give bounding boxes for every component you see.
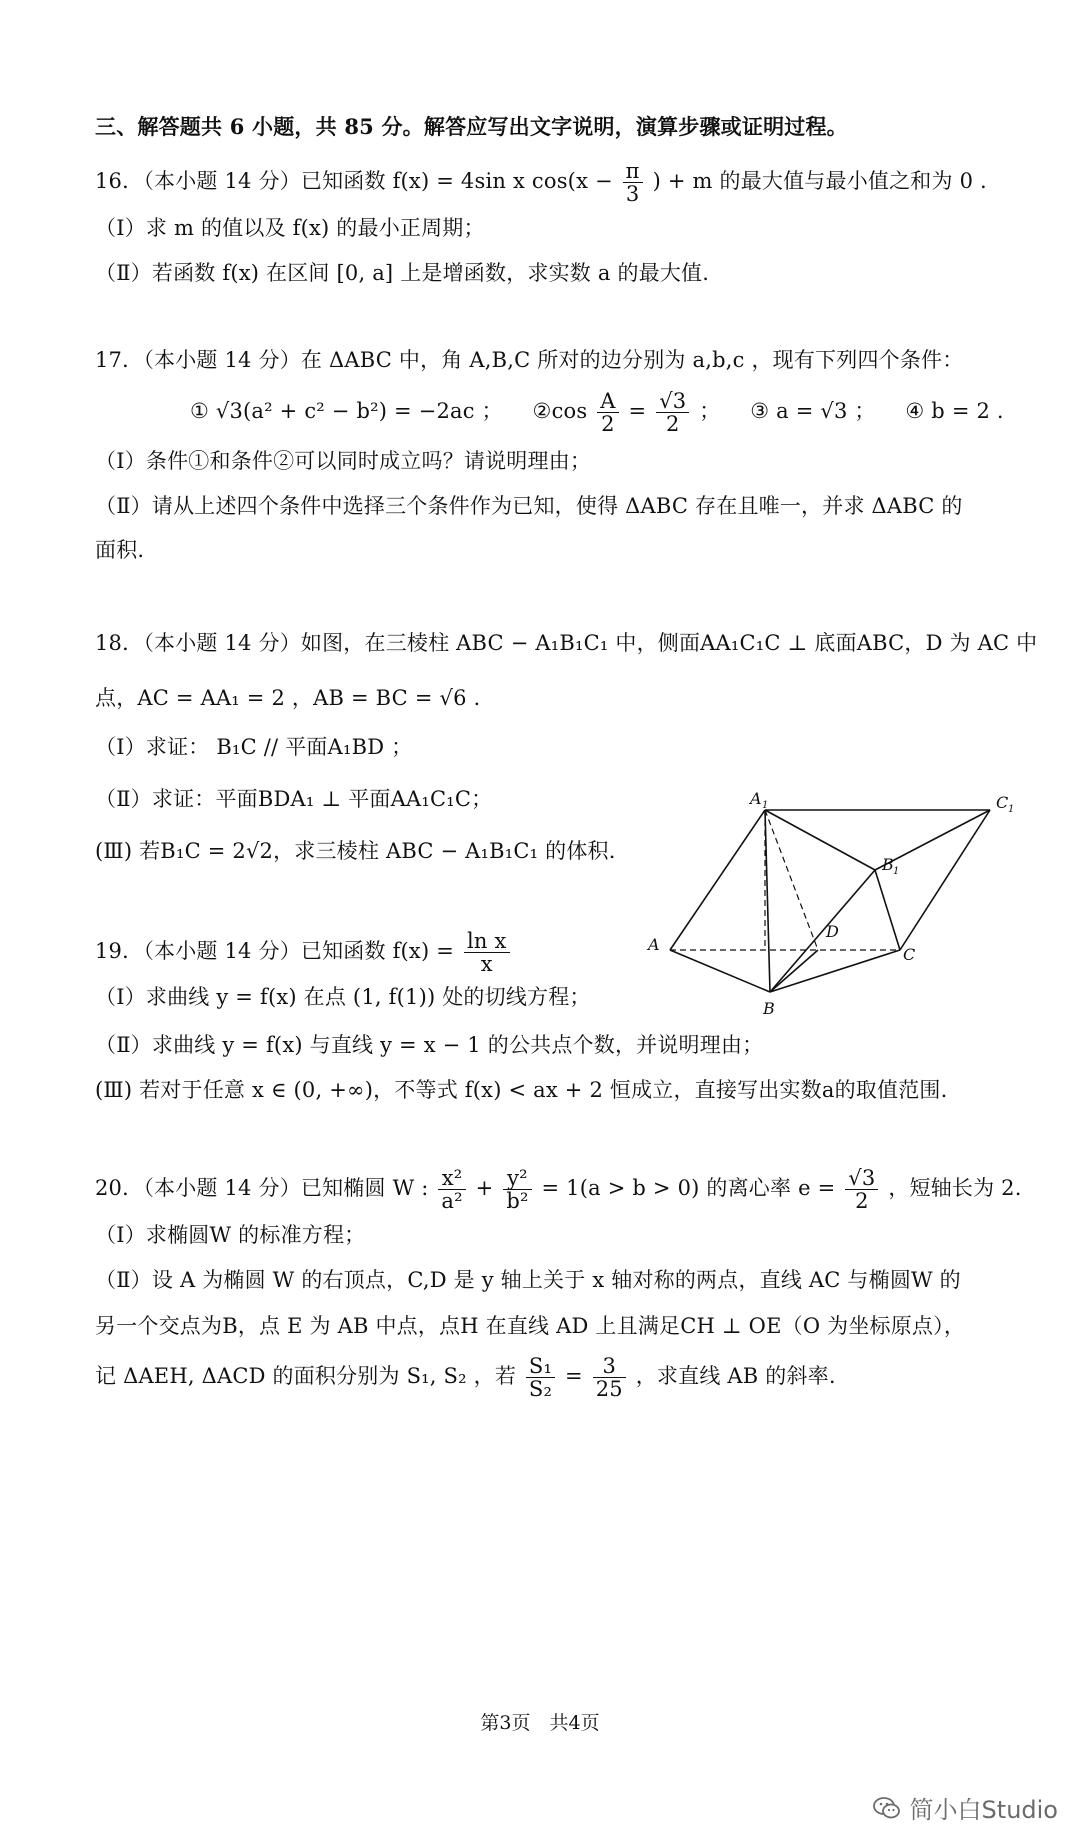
q18-stem2: 点，AC = AA₁ = 2 ，AB = BC = √6 .: [95, 686, 481, 710]
q16-stem-end: ) + m 的最大值与最小值之和为 0 .: [652, 169, 987, 193]
q20-frac-y: [503, 1167, 531, 1212]
edge-c1c: [900, 810, 990, 950]
section-title: 三、解答题共 6 小题，共 85 分。解答应写出文字说明，演算步骤或证明过程。: [95, 114, 848, 139]
q17-cond2-rden: 2: [666, 412, 680, 436]
q17-cond2-eq: =: [628, 399, 647, 423]
q20-frac-x: [438, 1167, 465, 1212]
q19-frac-den: x: [480, 952, 493, 976]
prism-figure: [620, 789, 1030, 1060]
q16-part1: （Ⅰ）求 m 的值以及 f(x) 的最小正周期；: [95, 216, 485, 240]
label-d: D: [826, 922, 839, 941]
q20-frac-ratio-num: 3: [593, 1355, 626, 1378]
q17-cond2-den: 2: [601, 412, 615, 436]
q16-stem: [95, 160, 987, 205]
page-footer: 第3页 共4页: [480, 1712, 600, 1734]
q18-part1: （Ⅰ）求证： B₁C // 平面A₁BD ；: [95, 735, 413, 759]
q20-frac-ratio-den: 25: [595, 1377, 623, 1401]
q20-part2c: [95, 1355, 836, 1400]
q17-cond2-rnum: √3: [656, 390, 689, 413]
q20-part2b: 另一个交点为B，点 E 为 AB 中点，点H 在直线 AD 上且满足CH ⊥ OE（O 为坐标原点），: [95, 1314, 966, 1338]
q16-frac-den: 3: [625, 182, 640, 206]
q20-frac-s: [526, 1355, 555, 1400]
q19-stem-text: 19．（本小题 14 分）已知函数 f(x) =: [95, 939, 455, 963]
label-c1-sub: 1: [1008, 804, 1015, 815]
q17-stem: 17．（本小题 14 分）在 ΔABC 中，角 A,B,C 所对的边分别为 a,b,c ，现有下列四个条件：: [95, 348, 964, 372]
edge-b1b: [770, 870, 875, 992]
q20-part2a: （Ⅱ）设 A 为椭圆 W 的右顶点，C,D 是 y 轴上关于 x 轴对称的两点，直线 AC 与椭圆W 的: [95, 1268, 961, 1292]
q18-part2: （Ⅱ）求证：平面BDA₁ ⊥ 平面AA₁C₁C；: [95, 787, 493, 811]
edge-ab: [670, 950, 770, 992]
q17-cond2-end: ；: [699, 399, 721, 423]
edge-a1b1: [765, 810, 875, 870]
q19-part3: (Ⅲ) 若对于任意 x ∈ (0, +∞)，不等式 f(x) < ax + 2 恒成立，直接写出实数a的取值范围.: [95, 1078, 948, 1102]
watermark-text: 简小白Studio: [909, 1796, 1058, 1824]
q20-stem-mid: = 1(a > b > 0) 的离心率 e =: [541, 1176, 836, 1200]
q20-frac-e-num: √3: [845, 1167, 878, 1190]
q16-part2: （Ⅱ）若函数 f(x) 在区间 [0, a] 上是增函数，求实数 a 的最大值.: [95, 261, 710, 285]
label-b1: B: [882, 855, 894, 874]
q20-part2c-pre: 记 ΔAEH, ΔACD 的面积分别为 S₁, S₂ ，若: [95, 1364, 517, 1388]
q19-part2: （Ⅱ）求曲线 y = f(x) 与直线 y = x − 1 的公共点个数，并说明理由；: [95, 1033, 764, 1057]
q19-frac-num: ln x: [464, 930, 510, 953]
q17-cond3: ③ a = √3 ；: [750, 399, 876, 423]
q19-fraction: [464, 930, 510, 975]
q20-frac-s-den: S₂: [528, 1377, 553, 1401]
wechat-icon: [872, 1793, 902, 1823]
q20-stem: [95, 1167, 1022, 1212]
q20-part2c-end: ，求直线 AB 的斜率.: [635, 1364, 836, 1388]
q16-fraction: [623, 160, 643, 205]
q18-part3: (Ⅲ) 若B₁C = 2√2，求三棱柱 ABC − A₁B₁C₁ 的体积.: [95, 839, 616, 863]
q16-stem-text: 16．（本小题 14 分）已知函数 f(x) = 4sin x cos(x −: [95, 169, 613, 193]
q17-cond1: ① √3(a² + c² − b²) = −2ac ；: [190, 399, 503, 423]
label-a1: A: [750, 789, 762, 808]
q20-frac-y-den: b²: [506, 1189, 529, 1213]
watermark: [872, 1790, 1058, 1825]
q20-frac-x-num: x²: [438, 1167, 465, 1190]
edge-bc: [770, 950, 900, 992]
label-b1-sub: 1: [893, 866, 900, 877]
label-a1-sub: 1: [762, 800, 769, 811]
edge-a1a: [670, 810, 765, 950]
q20-part1: （Ⅰ）求椭圆W 的标准方程；: [95, 1223, 366, 1247]
edge-b1c: [875, 870, 900, 950]
q20-stem-end: ，短轴长为 2.: [888, 1176, 1022, 1200]
q17-cond4: ④ b = 2 .: [905, 399, 1004, 423]
label-c1: C: [996, 793, 1009, 812]
q17-part1: （Ⅰ）条件①和条件②可以同时成立吗？请说明理由；: [95, 449, 592, 473]
q20-frac-s-num: S₁: [526, 1355, 555, 1378]
edge-a1b: [765, 810, 770, 992]
label-b: B: [763, 999, 775, 1018]
q18-stem: 18．（本小题 14 分）如图，在三棱柱 ABC − A₁B₁C₁ 中，侧面AA₁C₁C ⊥ 底面ABC，D 为 AC 中: [95, 631, 1038, 655]
q17-cond2-rfrac: [656, 390, 689, 435]
q19-part1: （Ⅰ）求曲线 y = f(x) 在点 (1, f(1)) 处的切线方程；: [95, 985, 591, 1009]
edge-a1d-hidden: [765, 810, 818, 950]
q20-frac-x-den: a²: [441, 1189, 463, 1213]
q20-plus: +: [475, 1176, 494, 1200]
q20-frac-ratio: [593, 1355, 626, 1400]
label-c: C: [903, 945, 916, 964]
q20-frac-y-num: y²: [503, 1167, 531, 1190]
label-a: A: [648, 935, 660, 954]
q20-frac-e: [845, 1167, 878, 1212]
q16-frac-num: π: [623, 160, 643, 183]
q19-stem: [95, 930, 513, 975]
q20-frac-eq: =: [565, 1364, 583, 1388]
q20-stem-pre: 20．（本小题 14 分）已知椭圆 W :: [95, 1176, 429, 1200]
q17-part2b: 面积.: [95, 538, 145, 562]
q17-cond2-num: A: [597, 390, 618, 413]
q17-cond2-frac: [597, 390, 618, 435]
q17-part2a: （Ⅱ）请从上述四个条件中选择三个条件作为已知，使得 ΔABC 存在且唯一，并求 ΔABC 的: [95, 494, 963, 518]
q17-cond2-pre: ②cos: [532, 399, 588, 423]
edge-bd: [770, 950, 818, 992]
q17-conditions: [190, 390, 1004, 435]
q20-frac-e-den: 2: [855, 1189, 869, 1213]
